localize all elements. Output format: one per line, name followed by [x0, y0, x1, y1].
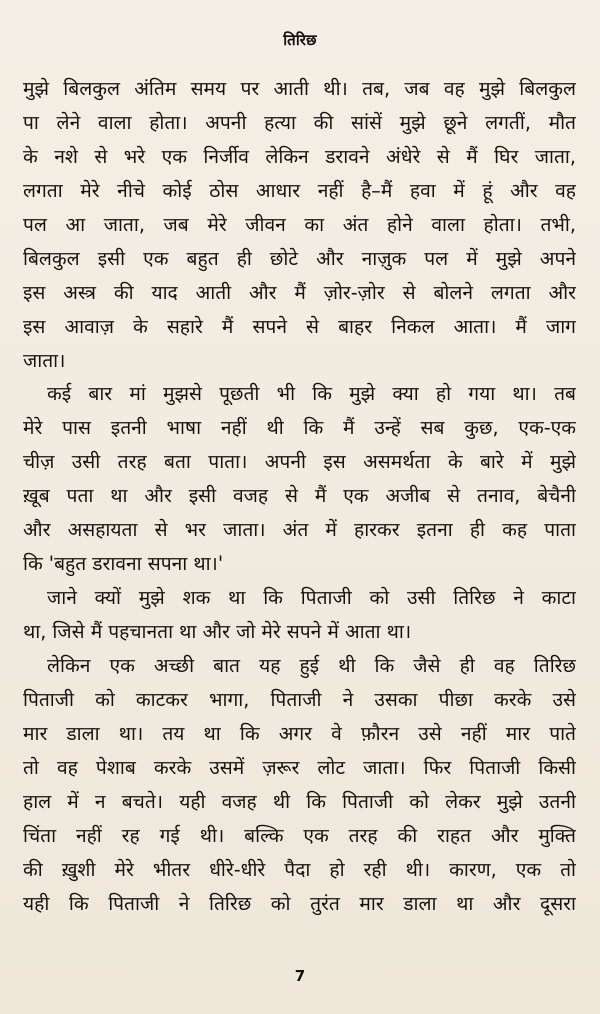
text-line: लगता मेरे नीचे कोई ठोस आधार नहीं है–मैं हवा में हूं और वह: [23, 178, 576, 202]
paragraph-3: [23, 581, 576, 649]
text-line: इस आवाज़ के सहारे मैं सपने से बाहर निकल आता। मैं जाग: [23, 314, 576, 338]
text-line: तो वह पेशाब करके उसमें ज़रूर लोट जाता। फिर पिताजी किसी: [23, 755, 576, 779]
text-line: इस अस्त्र की याद आती और मैं ज़ोर-ज़ोर से बोलने लगता और: [23, 280, 576, 304]
text-line: ख़ूब पता था और इसी वजह से मैं एक अजीब से तनाव, बेचैनी: [23, 484, 576, 508]
text-line: पा लेने वाला होता। अपनी हत्या की सांसें मुझे छूने लगतीं, मौत: [23, 110, 576, 134]
text-line: चिंता नहीं रह गई थी। बल्कि एक तरह की राहत और मुक्ति: [23, 823, 576, 847]
paragraph-2: [23, 377, 576, 581]
text-line: यही कि पिताजी ने तिरिछ को तुरंत मार डाला था और दूसरा: [23, 891, 576, 915]
text-line: जाने क्यों मुझे शक था कि पिताजी को उसी तिरिछ ने काटा: [47, 586, 576, 610]
page-number: 7: [294, 967, 306, 985]
text-line: पिताजी को काटकर भागा, पिताजी ने उसका पीछा करके उसे: [23, 687, 576, 711]
text-line: के नशे से भरे एक निर्जीव लेकिन डरावने अंधेरे से मैं घिर जाता,: [23, 144, 576, 168]
text-line: पल आ जाता, जब मेरे जीवन का अंत होने वाला होता। तभी,: [23, 212, 576, 236]
text-line: मार डाला था। तय था कि अगर वे फ़ौरन उसे नहीं मार पाते: [23, 721, 576, 745]
text-line: हाल में न बचते। यही वजह थी कि पिताजी को लेकर मुझे उतनी: [23, 789, 576, 813]
text-line: मेरे पास इतनी भाषा नहीं थी कि मैं उन्हें सब कुछ, एक-एक: [23, 416, 576, 440]
text-line: कई बार मां मुझसे पूछती भी कि मुझे क्या हो गया था। तब: [47, 382, 576, 406]
text-line: बिलकुल इसी एक बहुत ही छोटे और नाज़ुक पल में मुझे अपने: [23, 246, 576, 270]
text-line: की ख़ुशी मेरे भीतर धीरे-धीरे पैदा हो रही थी। कारण, एक तो: [23, 857, 576, 881]
paragraph-4: [23, 649, 576, 921]
text-line: चीज़ उसी तरह बता पाता। अपनी इस असमर्थता के बारे में मुझे: [23, 450, 576, 474]
text-line: और असहायता से भर जाता। अंत में हारकर इतना ही कह पाता: [23, 518, 576, 542]
text-line: कि 'बहुत डरावना सपना था।': [23, 552, 224, 576]
text-line: था, जिसे मैं पहचानता था और जो मेरे सपने में आता था।: [23, 620, 412, 643]
text-line: जाता।: [23, 348, 66, 372]
text-line: मुझे बिलकुल अंतिम समय पर आती थी। तब, जब वह मुझे बिलकुल: [23, 77, 576, 100]
body-text: [23, 72, 576, 920]
text-line: लेकिन एक अच्छी बात यह हुई थी कि जैसे ही वह तिरिछ: [47, 653, 576, 677]
running-title: तिरिछ: [283, 31, 317, 49]
paragraph-1: [23, 72, 576, 377]
